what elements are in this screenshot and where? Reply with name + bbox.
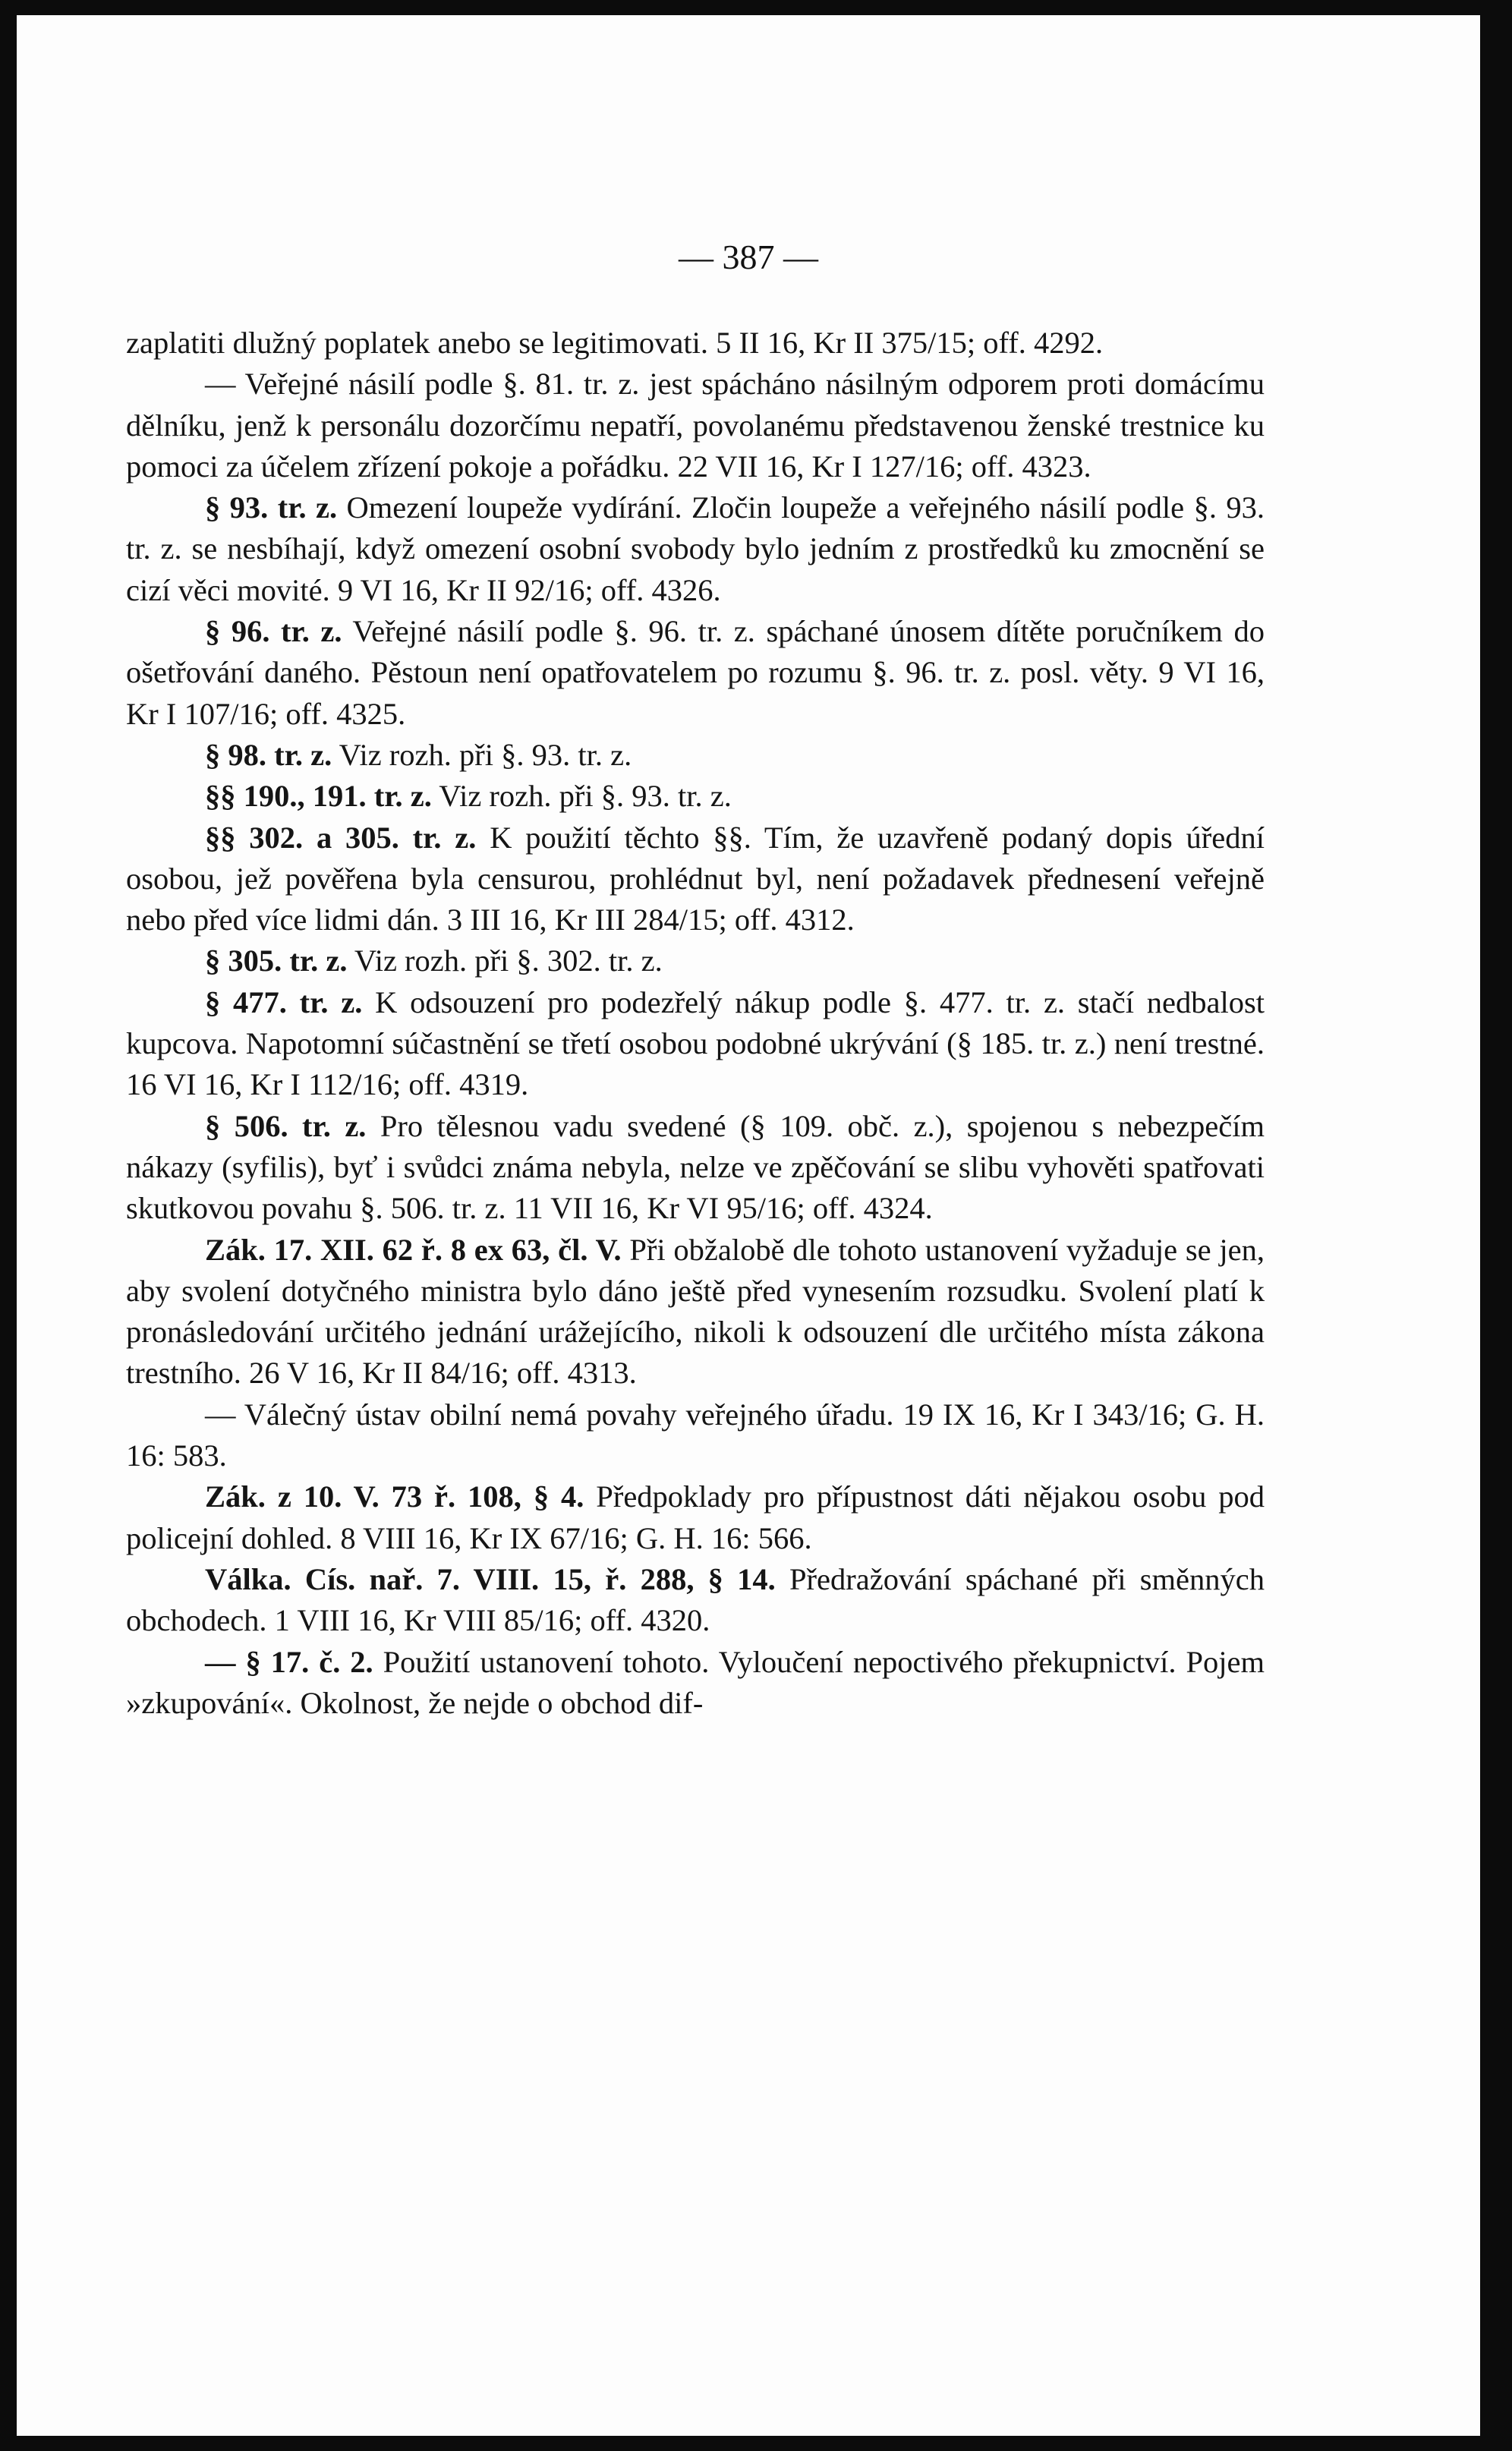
paragraph xyxy=(126,776,1265,817)
paragraph-text: Veřejné násilí podle §. 96. tr. z. spáchané únosem dítěte poručníkem do ošetřování daného. Pěstoun není opatřovatelem po rozumu §. 96. tr. z. posl. věty. 9 VI 16, Kr I 107/16; off. 4325. xyxy=(126,614,1265,731)
paragraph-lead: §§ 302. a 305. tr. z. xyxy=(205,820,477,855)
paragraph xyxy=(126,1230,1265,1394)
paragraph-lead: § 506. tr. z. xyxy=(205,1108,367,1143)
paragraph-text: zaplatiti dlužný poplatek anebo se legitimovati. 5 II 16, Kr II 375/15; off. 4292. xyxy=(126,326,1104,360)
paragraph-lead: — Veřejné násilí podle §. 81. tr. z. xyxy=(205,367,640,402)
paragraph-text: jest spácháno násilným odporem proti domácímu dělníku, jenž k personálu dozorčímu nepatří, povolanému představenou ženské trestnice ku pomoci za účelem zřízení pokoje a pořádku. 22 VII 16, Kr I 127/16; off. 4323. xyxy=(126,367,1265,484)
paragraph xyxy=(126,818,1265,941)
paragraph-text: Předpoklady pro přípustnost dáti nějakou osobu pod policejní dohled. 8 VIII 16, Kr IX 67/16; G. H. 16: 566. xyxy=(126,1479,1265,1555)
paragraph xyxy=(126,735,1265,776)
paragraph-lead: § 305. tr. z. xyxy=(205,944,348,978)
paragraph-lead: § 93. tr. z. xyxy=(205,490,338,525)
paragraph-text: Omezení loupeže vydírání. Zločin loupeže a veřejného násilí podle §. 93. tr. z. se nesbíhají, když omezení osobní svobody bylo jedním z prostředků ku zmocnění se cizí věci movité. 9 VI 16, Kr II 92/16; off. 4326. xyxy=(126,490,1265,607)
page-text xyxy=(126,323,1265,1724)
page-number: — 387 — xyxy=(679,238,818,276)
paragraph xyxy=(126,611,1265,735)
book-page xyxy=(17,15,1480,2436)
paragraph xyxy=(126,487,1265,611)
paragraph-text: K použití těchto §§. Tím, že uzavřeně podaný dopis úřední osobou, jež pověřena byla censurou, prohlédnut byl, není požadavek přednesení veřejně nebo před více lidmi dán. 3 III 16, Kr III 284/15; off. 4312. xyxy=(126,820,1265,937)
paragraph-text: nemá povahy veřejného úřadu. 19 IX 16, Kr I 343/16; G. H. 16: 583. xyxy=(126,1397,1265,1473)
paragraph-text: K odsouzení pro podezřelý nákup podle §. 477. tr. z. stačí nedbalost kupcova. Napotomní súčastnění se třetí osobou podobné ukrývání (§ 185. tr. z.) není trestné. 16 VI 16, Kr I 112/16; off. 4319. xyxy=(126,984,1265,1102)
paragraph-text: Viz rozh. při §. 302. tr. z. xyxy=(347,944,663,978)
paragraph xyxy=(126,323,1265,364)
paragraph-lead: Zák. 17. XII. 62 ř. 8 ex 63, čl. V. xyxy=(205,1232,622,1267)
paragraph xyxy=(126,1106,1265,1230)
paragraph-lead: § 98. tr. z. xyxy=(205,737,332,772)
paragraph-lead: §§ 190., 191. tr. z. xyxy=(205,779,432,814)
paragraph-text: Pro tělesnou vadu svedené (§ 109. obč. z.), spojenou s nebezpečím nákazy (syfilis), byť i svůdci známa nebyla, nelze ve zpěčování se slibu vyhověti spatřovati skutkovou povahu §. 506. tr. z. 11 VII 16, Kr VI 95/16; off. 4324. xyxy=(126,1108,1265,1226)
paragraph-lead: — Válečný ústav obilní xyxy=(205,1397,502,1432)
paragraph-lead: Zák. z 10. V. 73 ř. 108, § 4. xyxy=(205,1479,584,1514)
paragraph xyxy=(126,1642,1265,1725)
paragraph-lead: § 96. tr. z. xyxy=(205,614,342,649)
paragraph xyxy=(126,364,1265,487)
paragraph xyxy=(126,940,1265,981)
paragraph-lead: § 477. tr. z. xyxy=(205,984,363,1019)
paragraph-text: Při obžalobě dle tohoto ustanovení vyžaduje se jen, aby svolení dotyčného ministra bylo dáno ještě před vynesením rozsudku. Svolení platí k pronásledování určitého jednání urážejícího, nikoli k odsouzení dle určitého místa zákona trestního. 26 V 16, Kr II 84/16; off. 4313. xyxy=(126,1232,1265,1391)
paragraph-text: Předražování spáchané při směnných obchodech. 1 VIII 16, Kr VIII 85/16; off. 4320. xyxy=(126,1561,1265,1638)
paragraph-lead: Válka. Cís. nař. 7. VIII. 15, ř. 288, § 14. xyxy=(205,1561,776,1596)
paragraph-text: Viz rozh. při §. 93. tr. z. xyxy=(431,779,732,814)
paragraph-text: Viz rozh. při §. 93. tr. z. xyxy=(332,737,632,772)
paragraph-text: Použití ustanovení tohoto. Vyloučení nepoctivého překupnictví. Pojem »zkupování«. Okolnost, že nejde o obchod dif- xyxy=(126,1644,1265,1720)
paragraph xyxy=(126,1559,1265,1642)
paragraph xyxy=(126,1476,1265,1559)
paragraph xyxy=(126,982,1265,1106)
paragraph xyxy=(126,1394,1265,1477)
paragraph-lead: — § 17. č. 2. xyxy=(205,1644,373,1679)
